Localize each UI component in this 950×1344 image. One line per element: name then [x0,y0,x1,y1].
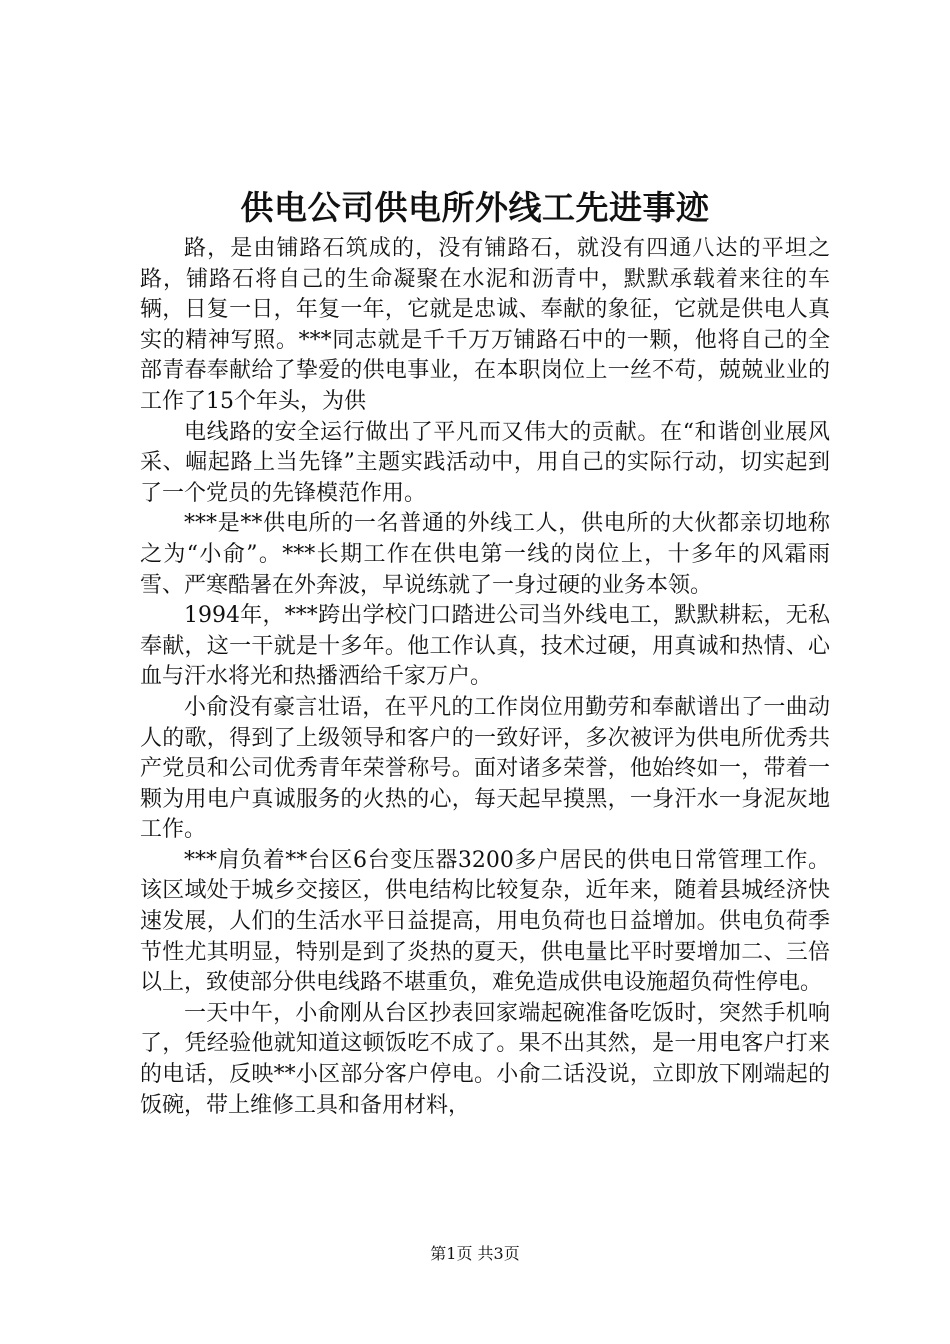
paragraph: ***是**供电所的一名普通的外线工人，供电所的大伙都亲切地称之为“小俞”。***长期工作在供电第一线的岗位上，十多年的风霜雨雪、严寒酷暑在外奔波，早说练就了一身过硬的业务本领。 [140,511,830,598]
paragraph: 1994年，***跨出学校门口踏进公司当外线电工，默默耕耘，无私奉献，这一干就是十多年。他工作认真，技术过硬，用真诚和热情、心血与汗水将光和热播洒给千家万户。 [140,603,830,690]
paragraph: 电线路的安全运行做出了平凡而又伟大的贡献。在“和谐创业展风采、崛起路上当先锋”主题实践活动中，用自己的实际行动，切实起到了一个党员的先锋模范作用。 [140,419,830,506]
page-number-footer: 第1页 共3页 [430,1244,520,1263]
paragraph: 小俞没有豪言壮语，在平凡的工作岗位用勤劳和奉献谱出了一曲动人的歌，得到了上级领导和客户的一致好评，多次被评为供电所优秀共产党员和公司优秀青年荣誉称号。面对诸多荣誉，他始终如一，带着一颗为用电户真诚服务的火热的心，每天起早摸黑，一身汗水一身泥灰地工作。 [140,694,830,843]
paragraph: 路，是由铺路石筑成的，没有铺路石，就没有四通八达的平坦之路，铺路石将自己的生命凝聚在水泥和沥青中，默默承载着来往的车辆，日复一日，年复一年，它就是忠诚、奉献的象征，它就是供电人真实的精神写照。***同志就是千千万万铺路石中的一颗，他将自己的全部青春奉献给了挚爱的供电事业，在本职岗位上一丝不苟，兢兢业业的工作了15个年头，为供 [140,236,830,414]
paragraph: 一天中午，小俞刚从台区抄表回家端起碗准备吃饭时，突然手机响了，凭经验他就知道这顿饭吃不成了。果不出其然，是一用电客户打来的电话，反映**小区部分客户停电。小俞二话没说，立即放下刚端起的饭碗，带上维修工具和备用材料， [140,1000,830,1118]
paragraph: ***肩负着**台区6台变压器3200多户居民的供电日常管理工作。该区域处于城乡交接区，供电结构比较复杂，近年来，随着县城经济快速发展，人们的生活水平日益提高，用电负荷也日益增加。供电负荷季节性尤其明显，特别是到了炎热的夏天，供电量比平时要增加二、三倍以上，致使部分供电线路不堪重负，难免造成供电设施超负荷性停电。 [140,847,830,996]
document-body [140,234,830,1121]
document-title: 供电公司供电所外线工先进事迹 [240,188,710,227]
